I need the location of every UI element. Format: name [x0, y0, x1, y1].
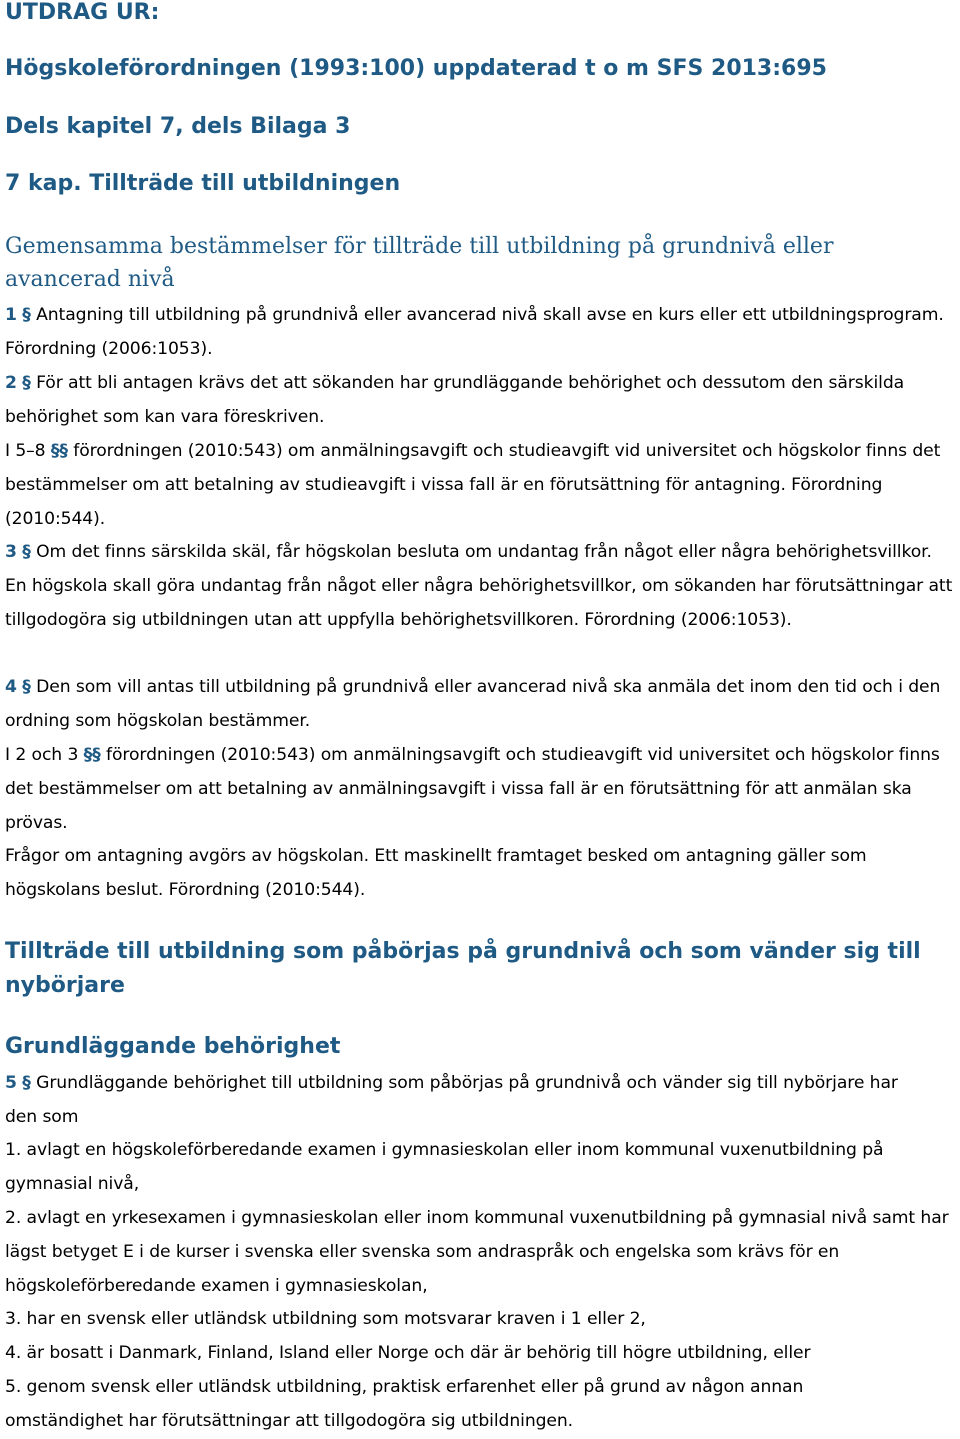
beginners-heading: Tillträde till utbildning som påbörjas på grundnivå och som vänder sig till nybörjare — [5, 939, 921, 998]
paragraph-2 — [5, 367, 957, 435]
paragraph-text: För att bli antagen krävs det att sökanden har grundläggande behörighet och dessutom den särskilda behörighet som kan vara föreskriven. — [5, 373, 905, 427]
paragraph-5 — [5, 1067, 905, 1135]
paragraph-2b — [5, 435, 957, 536]
paragraph-text: Frågor om antagning avgörs av högskolan. Ett maskinellt framtaget besked om antagning gäller som högskolans beslut. Förordning (2010:544). — [5, 846, 867, 900]
paragraph-4c — [5, 840, 957, 908]
title-excerpt: UTDRAG UR: — [5, 0, 160, 25]
title-regulation: Högskoleförordningen (1993:100) uppdaterad t o m SFS 2013:695 — [5, 56, 827, 81]
paragraph-number: 3 — [5, 542, 17, 562]
reference-prefix: I 2 och 3 — [5, 745, 79, 765]
list-item: 3. har en svensk eller utländsk utbildning som motsvarar kraven i 1 eller 2, — [5, 1309, 646, 1329]
paragraph-3 — [5, 536, 957, 637]
paragraph-1 — [5, 299, 957, 367]
paragraph-text: Den som vill antas till utbildning på grundnivå eller avancerad nivå ska anmäla det inom den tid och i den ordning som högskolan bestämmer. — [5, 677, 941, 731]
list-item: 2. avlagt en yrkesexamen i gymnasieskolan eller inom kommunal vuxenutbildning på gymnasial nivå samt har lägst betyget E i de kurser i svenska eller svenska som andraspråk och engelska som krävs för en högskoleförberedande examen i gymnasieskolan, — [5, 1208, 949, 1296]
reference-prefix: I 5–8 — [5, 441, 46, 461]
basic-eligibility-heading: Grundläggande behörighet — [5, 1034, 341, 1059]
paragraph-text: Grundläggande behörighet till utbildning som påbörjas på grundnivå och vänder sig till nybörjare har den som — [5, 1073, 898, 1127]
list-item: 5. genom svensk eller utländsk utbildning, praktisk erfarenhet eller på grund av någon annan omständighet har förutsättningar att tillgodogöra sig utbildningen. — [5, 1377, 804, 1431]
paragraph-text: Om det finns särskilda skäl, får högskolan besluta om undantag från något eller några behörighetsvillkor. En högskola skall göra undantag från något eller några behörighetsvillkor, om sökanden har förutsättningar att tillgodogöra sig utbildningen utan att uppfylla behörighetsvillkoren. Förordning (2006:1053). — [5, 542, 953, 630]
paragraph-number: 1 — [5, 305, 17, 325]
paragraph-4 — [5, 671, 957, 739]
section-sign-icon: § — [50, 441, 60, 461]
section-sign-icon: § — [22, 305, 31, 325]
list-item: 4. är bosatt i Danmark, Finland, Island eller Norge och där är behörig till högre utbildning, eller — [5, 1343, 811, 1363]
section-sign-icon: § — [59, 441, 68, 461]
paragraph-text: förordningen (2010:543) om anmälningsavgift och studieavgift vid universitet och högskolor finns det bestämmelser om att betalning av studieavgift i vissa fall är en förutsättning för antagning. Förordning (2010:544). — [5, 441, 941, 529]
paragraph-text: Antagning till utbildning på grundnivå eller avancerad nivå skall avse en kurs eller ett utbildningsprogram. Förordning (2006:1053). — [5, 305, 944, 359]
paragraph-4b — [5, 739, 957, 840]
section-sign-icon: § — [22, 373, 31, 393]
title-scope: Dels kapitel 7, dels Bilaga 3 — [5, 114, 351, 139]
section-sign-icon: § — [83, 745, 93, 765]
section-sign-icon: § — [22, 1073, 31, 1093]
chapter-heading: 7 kap. Tillträde till utbildningen — [5, 171, 401, 196]
section-sign-icon: § — [22, 677, 31, 697]
paragraph-number: 5 — [5, 1073, 17, 1093]
paragraph-number: 4 — [5, 677, 17, 697]
paragraph-number: 2 — [5, 373, 17, 393]
common-provisions-heading: Gemensamma bestämmelser för tillträde till utbildning på grundnivå eller avancerad nivå — [5, 234, 834, 292]
list-item: 1. avlagt en högskoleförberedande examen i gymnasieskolan eller inom kommunal vuxenutbildning på gymnasial nivå, — [5, 1140, 884, 1194]
section-sign-icon: § — [22, 542, 31, 562]
paragraph-text: förordningen (2010:543) om anmälningsavgift och studieavgift vid universitet och högskolor finns det bestämmelser om att betalning av anmälningsavgift i vissa fall är en förutsättning för att anmälan ska prövas. — [5, 745, 940, 833]
section-sign-icon: § — [92, 745, 101, 765]
